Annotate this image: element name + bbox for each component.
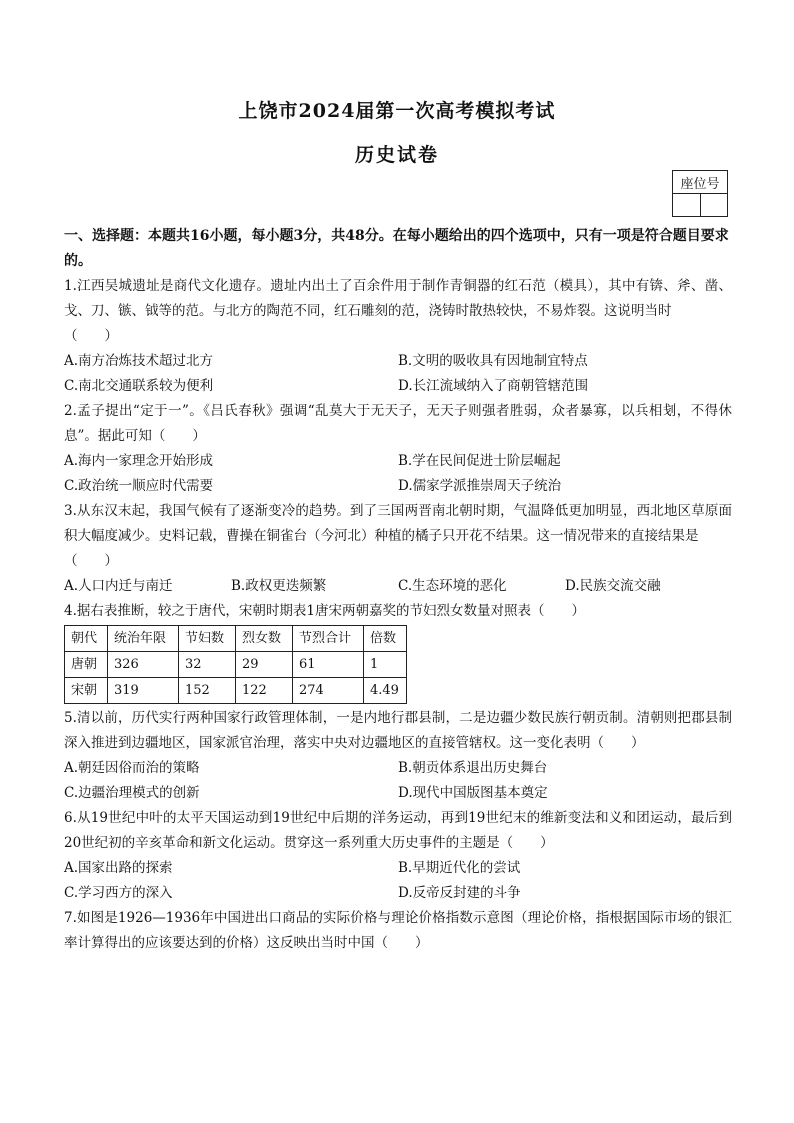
table-cell: 唐朝 xyxy=(65,652,108,678)
table-cell: 32 xyxy=(179,652,236,678)
table-header-cell: 烈女数 xyxy=(236,626,293,652)
seat-number-box xyxy=(672,170,728,217)
question-1-options-row2 xyxy=(64,374,732,399)
exam-subtitle: 历史试卷 xyxy=(354,144,439,166)
question-6-stem: 6.从19世纪中叶的太平天国运动到19世纪中后期的洋务运动，再到19世纪末的维新变法和义和团运动，最后到20世纪初的辛亥革命和新文化运动。贯穿这一系列重大历史事件的主题是（ ） xyxy=(64,810,732,851)
table-cell: 1 xyxy=(364,652,407,678)
question-3-options xyxy=(64,574,732,599)
question-4-table xyxy=(64,625,407,704)
question-body xyxy=(64,224,732,956)
question-3-option-b: B.政权更迭频繁 xyxy=(231,578,327,594)
question-3-stem: 3.从东汉末起，我国气候有了逐渐变冷的趋势。到了三国两晋南北朝时期，气温降低更加明显，西北地区草原面积大幅度减少。史料记载，曹操在铜雀台（今河北）种植的橘子只开花不结果。这一情况带来的直接结果是 xyxy=(64,503,732,544)
question-2-option-a: A.海内一家理念开始形成 xyxy=(64,453,214,469)
table-header-cell: 朝代 xyxy=(65,626,108,652)
table-cell: 宋朝 xyxy=(65,678,108,704)
question-2-option-b: B.学在民间促进士阶层崛起 xyxy=(398,453,561,469)
table-header-cell: 倍数 xyxy=(364,626,407,652)
question-3-option-c: C.生态环境的恶化 xyxy=(398,578,507,594)
question-1-option-a: A.南方冶炼技术超过北方 xyxy=(64,353,214,369)
table-cell: 326 xyxy=(108,652,179,678)
question-2-options xyxy=(64,449,732,474)
table-row xyxy=(65,678,407,704)
table-cell: 122 xyxy=(236,678,293,704)
question-6-option-d: D.反帝反封建的斗争 xyxy=(398,885,521,901)
question-5-option-c: C.边疆治理模式的创新 xyxy=(64,785,200,801)
question-1-paren: （ ） xyxy=(64,328,118,344)
table-cell: 319 xyxy=(108,678,179,704)
question-5-stem: 5.清以前，历代实行两种国家行政管理体制，一是内地行郡县制，二是边疆少数民族行朝贡制。清朝则把郡县制深入推进到边疆地区，国家派官治理，落实中央对边疆地区的直接管辖权。这一变化表明（ ） xyxy=(64,710,732,751)
question-6-options-row2 xyxy=(64,881,732,906)
table-cell: 61 xyxy=(293,652,364,678)
table-row xyxy=(65,652,407,678)
section-heading: 一、选择题：本题共16小题，每小题3分，共48分。在每小题给出的四个选项中，只有一项是符合题目要求的。 xyxy=(64,228,729,269)
question-3-paren: （ ） xyxy=(64,553,118,569)
question-5-option-d: D.现代中国版图基本奠定 xyxy=(398,785,548,801)
question-1-options xyxy=(64,349,732,374)
question-5-options xyxy=(64,756,732,781)
table-header-cell: 统治年限 xyxy=(108,626,179,652)
seat-label: 座位号 xyxy=(673,171,728,194)
question-1-option-d: D.长江流域纳入了商朝管辖范围 xyxy=(398,378,589,394)
question-2-options-row2 xyxy=(64,474,732,499)
table-header-cell: 节妇数 xyxy=(179,626,236,652)
question-6-option-a: A.国家出路的探索 xyxy=(64,860,173,876)
seat-cell-2[interactable] xyxy=(700,194,728,217)
question-5-options-row2 xyxy=(64,781,732,806)
question-1-option-b: B.文明的吸收具有因地制宜特点 xyxy=(398,353,588,369)
question-6-options xyxy=(64,856,732,881)
table-cell: 4.49 xyxy=(364,678,407,704)
table-cell: 29 xyxy=(236,652,293,678)
question-1-stem: 1.江西吴城遗址是商代文化遗存。遗址内出土了百余件用于制作青铜器的红石范（模具），其中有锛、斧、凿、戈、刀、镞、钺等的范。与北方的陶范不同，红石雕刻的范，浇铸时散热较快，不易炸裂。这说明当时 xyxy=(64,278,732,319)
question-2-option-c: C.政治统一顺应时代需要 xyxy=(64,478,214,494)
question-3-option-a: A.人口内迁与南迁 xyxy=(64,578,173,594)
question-2-stem: 2.孟子提出“定于一”。《吕氏春秋》强调“乱莫大于无天子，无天子则强者胜弱，众者暴寡，以兵相刬，不得休息”。据此可知（ ） xyxy=(64,403,732,444)
exam-title: 上饶市2024届第一次高考模拟考试 xyxy=(238,100,556,122)
table-cell: 152 xyxy=(179,678,236,704)
seat-cell-1[interactable] xyxy=(673,194,701,217)
question-4-stem: 4.据右表推断，较之于唐代，宋朝时期表1唐宋两朝嘉奖的节妇烈女数量对照表（ ） xyxy=(64,603,585,619)
question-7-stem: 7.如图是1926—1936年中国进出口商品的实际价格与理论价格指数示意图（理论价格，指根据国际市场的银汇率计算得出的应该要达到的价格）这反映出当时中国（ ） xyxy=(64,910,732,951)
question-6-option-b: B.早期近代化的尝试 xyxy=(398,860,521,876)
question-5-option-b: B.朝贡体系退出历史舞台 xyxy=(398,760,548,776)
question-2-option-d: D.儒家学派推崇周天子统治 xyxy=(398,478,562,494)
table-cell: 274 xyxy=(293,678,364,704)
table-header-cell: 节烈合计 xyxy=(293,626,364,652)
question-3-option-d: D.民族交流交融 xyxy=(565,578,661,594)
question-5-option-a: A.朝廷因俗而治的策略 xyxy=(64,760,200,776)
question-6-option-c: C.学习西方的深入 xyxy=(64,885,173,901)
table-header-row xyxy=(65,626,407,652)
question-1-option-c: C.南北交通联系较为便利 xyxy=(64,378,214,394)
